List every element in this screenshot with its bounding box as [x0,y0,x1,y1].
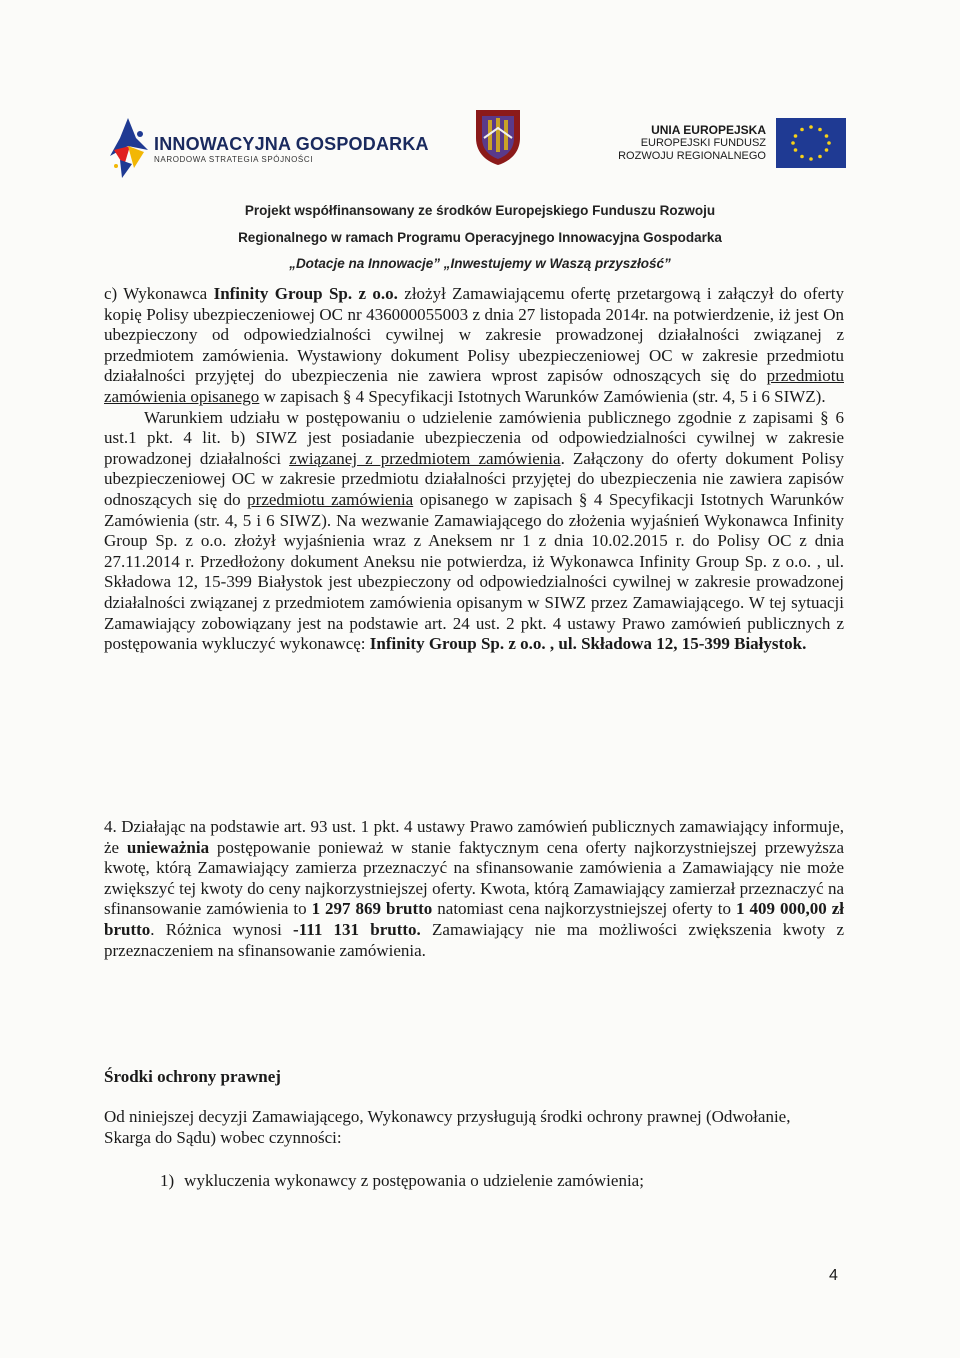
eu-logo-line1: UNIA EUROPEJSKA [651,123,766,137]
contractor-name: Infinity Group Sp. z o.o. [213,284,398,303]
list-item-number: 1) [160,1171,175,1190]
list-item-text: wykluczenia wykonawcy z postępowania o udzielenie zamówienia; [184,1171,644,1190]
best-offer-amount: 1 409 000,00 zł brutto [104,899,844,939]
para-c-text: Warunkiem udziału w postępowaniu o udzielenie zamówienia publicznego zgodnie z zapisami § 6 ust.1 pkt. 4 lit. b) SIWZ jest posiadanie ubezpieczenia od odpowiedzialności cywilnej w zakresie prowadzonej działalności [104,407,844,468]
para-c-underlined: przedmiotu zamówienia [247,489,414,509]
excluded-contractor: Infinity Group Sp. z o.o. , ul. Składowa 12, 15-399 Białystok. [369,634,807,654]
innovative-economy-logo-icon [106,116,150,182]
para-c-text: złożył Zamawiającemu ofertę przetargową i załączył do oferty kopię Polisy ubezpieczeniowej OC nr 436000055003 z dnia 27 listopada 2014r. na potwierdzenie, iż jest On ubezpieczony od odpowiedzialności cywilnej w zakresie prowadzonej działalności związanej z przedmiotem zamówienia. Wystawiony dokument Polisy ubezpieczeniowej OC w zakresie przedmiotu działalności przyjętej do ubezpieczenia nie zawiera wprost zapisów odnoszących się do [104,284,845,386]
para-c-underlined: przedmiotu zamówienia opisanego [104,366,844,406]
section-heading: Środki ochrony prawnej [104,1067,281,1086]
header-logos [0,108,960,198]
ig-logo-subtitle: NARODOWA STRATEGIA SPÓJNOŚCI [154,154,314,164]
eu-flag-icon [776,118,846,168]
eu-logo-line3: ROZWOJU REGIONALNEGO [618,150,766,162]
ig-logo-title: INNOWACYJNA GOSPODARKA [154,133,429,154]
cancels-bold: unieważnia [126,837,210,857]
eu-logo [618,118,846,168]
list-item [160,1171,644,1191]
eu-logo-line2: EUROPEJSKI FUNDUSZ [640,137,766,149]
paragraph-c [104,284,844,655]
para-4-text: postępowanie ponieważ w stanie faktycznym cena oferty najkorzystniejszej przewyższa kwotę, którą Zamawiający zamierza przeznaczyć na sfinansowanie zamówienia a Zamawiający nie może zwiększyć tej kwoty do ceny najkorzystniejszej oferty. Kwota, którą Zamawiający zamierzał przeznaczyć na sfinansowanie zamówienia to [104,837,845,919]
remedies-paragraph: Od niniejszej decyzji Zamawiającego, Wykonawcy przysługują środki ochrony prawnej (Odwołanie, Skarga do Sądu) wobec czynności: [104,1107,791,1147]
para-4-text: natomiast cena najkorzystniejszej oferty to [432,899,736,919]
para-c-underlined: związanej z przedmiotem zamówienia [289,448,561,468]
para-c-text: . Załączony do oferty dokument Polisy ubezpieczeniowej OC w zakresie przedmiotu działalności przyjętej do ubezpieczenia nie zawiera zapisów odnoszących się do [104,448,844,509]
budget-amount: 1 297 869 brutto [311,899,433,919]
para-4-text: 4. Działając na podstawie art. 93 ust. 1 pkt. 4 ustawy Prawo zamówień publicznych zamawiający informuje, że [104,817,844,857]
paragraph-4 [104,817,844,961]
project-line-2: Regionalnego w ramach Programu Operacyjnego Innowacyjna Gospodarka [238,230,722,245]
para-c-text: c) Wykonawca [104,284,214,303]
coat-of-arms-icon [474,108,522,166]
project-line-3: „Dotacje na Innowacje” „Inwestujemy w Waszą przyszłość” [289,256,671,271]
para-c-text: opisanego w zapisach § 4 Specyfikacji Istotnych Warunków Zamówienia (str. 4, 5 i 6 SIWZ). Na wezwanie Zamawiającego do złożenia wyjaśnień Wykonawca Infinity Group Sp. z o.o. złożył wyjaśnienia wraz z Aneksem nr 1 z dnia 10.02.2015 r. do Polisy OC z dnia 27.11.2014 r. Przedłożony dokument Aneksu nie potwierdza, iż Wykonawca Infinity Group Sp. z o.o. , ul. Składowa 12, 15-399 Białystok jest ubezpieczony od odpowiedzialności cywilnej w zakresie prowadzonej działalności związanej z przedmiotem zamówienia opisanym w SIWZ przez Zamawiającego. W tej sytuacji Zamawiający zobowiązany jest na podstawie art. 24 ust. 2 pkt. 4 ustawy Prawo zamówień publicznych z postępowania wykluczyć wykonawcę: [104,489,844,654]
para-4-text: Zamawiający nie ma możliwości zwiększenia kwoty z przeznaczeniem na sfinansowanie zamówienia. [104,919,844,960]
para-4-text: . Różnica wynosi [150,919,294,939]
project-line-1: Projekt współfinansowany ze środków Europejskiego Funduszu Rozwoju [244,203,716,218]
difference-amount: -111 131 brutto. [293,919,421,939]
innovative-economy-logo [106,116,429,182]
para-c-text: w zapisach § 4 Specyfikacji Istotnych Warunków Zamówienia (str. 4, 5 i 6 SIWZ). [259,386,826,406]
page-number: 4 [829,1267,838,1284]
